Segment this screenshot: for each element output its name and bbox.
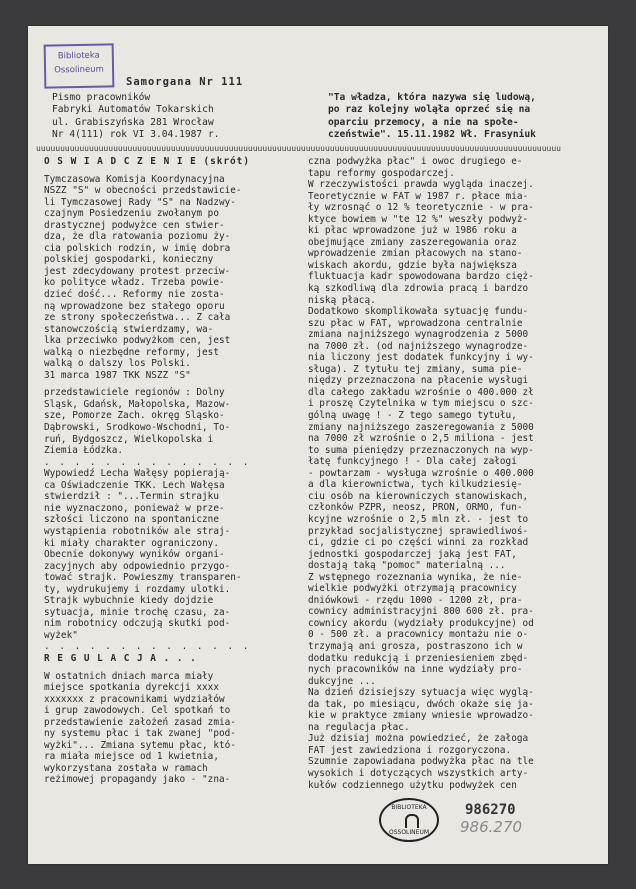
text-line: dukcyjne ... [308,675,376,687]
text-line: nych pracowników na inne wydziały pro- [308,664,523,676]
text-line: wiskach akordu, gdzie była największa [308,259,517,271]
divider-line: uuuuuuuuuuuuuuuuuuuuuuuuuuuuuuuuuuuuuuuuuuuuuuuuuuuuuuuuuuuuuuuuuuuuuuuuuuuuuuuuuuuuuuuuuuuuuuuuuuuuuuuuuuuuu [36,144,561,153]
text-line: Już dzisiaj można powiedzieć, że załoga [308,733,529,745]
text-line: dniówkowi - rzędu 1000 - 1200 zł, pra- [308,594,523,606]
text-line: a dla kierownictwa, tych kilkudziesię- [308,479,523,491]
text-line: O Ś W I A D C Z E N I E (skrót) [44,156,250,167]
text-line: dzieć dość... Reformy nie zosta- [44,289,225,301]
text-line: przedstawiciele regionów : Dolny [44,387,225,399]
text-line: li Tymczasowej Rady "S" na Nadzwy- [44,196,236,208]
quote-line: "Ta władza, która nazywa się ludową, [328,92,536,103]
text-line: dodatku redukcją i przeniesieniem zbęd- [308,652,529,664]
text-line: polskiej gospodarki, konieczny [44,254,214,266]
text-line: szu płac w FAT, wprowadzona centralnie [308,317,523,329]
text-line: ze strony społeczeństwa... Z cała [44,312,231,324]
text-line: NSZZ "S" w obecności przedstawicie- [44,185,242,197]
quote-line: czeństwie". 15.11.1982 Wł. Frasyniuk [328,129,536,141]
text-line: cownicy administracyjni 800 600 zł. pra- [308,606,534,618]
text-line: niską płacą. [308,294,376,306]
text-line: na regulacja płac. [308,721,410,733]
text-line: nia liczony jest dodatek funkcyjny i wy- [308,352,534,364]
handwritten-number: 986.270 [460,818,523,836]
text-line: . . . . . . . . . . . . . . [44,456,251,468]
stamp-line-1: Biblioteka [57,50,100,62]
text-line: cownicy akordu (wydziały produkcyjne) od [308,617,534,629]
text-line: cia polskich rodzin, w imię dobra [44,242,231,254]
header-line: Nr 4(111) rok VI 3.04.1987 r. [52,129,220,141]
text-line: dla całego zakładu wzrośnie o 400.000 zł [308,386,534,398]
text-line: członków PZPR, neosz, PRON, ORMO, fun- [308,502,523,514]
text-line: Na dzień dzisiejszy sytuacja więc wyglą- [308,687,534,699]
text-line: wystąpienia robotników ale straj- [44,525,231,537]
text-line: to suma pieniędzy przeznaczonych na wyp- [308,444,534,456]
document-page [28,26,608,864]
text-line: tapu reformy gospodarczej. [308,167,455,179]
text-line: łatę funkcyjnego ! - Dla całej załogi [308,456,517,468]
text-line: wyżki"... Zmiana sytemu płac, któ- [44,739,236,751]
text-line: ty, wydrukujemy i rozdamy ulotki. [44,583,231,595]
text-line: fluktuacja kadr spowodowana bardzo cięż- [308,271,534,283]
text-line: kułów codziennego użytku podwyżek cen [308,779,517,791]
publisher-info [52,92,322,142]
text-line: stwierdził : "...Termin strajku [44,491,219,503]
text-line: W ostatnich dniach marca miały [44,670,214,682]
stamp-bottom-line-1: BIBLIOTEKA [391,804,427,811]
text-line: ciu osób na kierowniczych stanowiskach, [308,490,529,502]
quote-line: oparciu przemocy, a nie na społe- [328,116,519,128]
text-line: ra miała miejsce od 1 kwietnia, [44,751,219,763]
text-line: ci, gdzie ci po części winni za rozkład [308,537,529,549]
text-line: niędzy przeznaczona na płacenie wysługi [308,375,529,387]
text-line: Teoretycznie w FAT w 1987 r. płace mia- [308,190,529,202]
text-line: ły wzrosnąć o 12 % teoretycznie - w pra- [308,202,534,214]
text-line: wyżek" [44,629,78,641]
text-line: Tymczasowa Komisja Koordynacyjna [44,173,225,185]
text-line: Z wstępnego rozeznania wynika, że nie- [308,571,523,583]
text-line: szłości liczono na spontaniczne [44,514,219,526]
text-line: Śląsk, Gdańsk, Małopolska, Mazow- [44,398,231,410]
text-line: zacyjnych aby odpowiednio przygo- [44,560,231,572]
left-column [44,156,306,786]
text-line: wykorzystana została w ramach [44,762,208,774]
text-line: walką o dalszy los Polski. [44,358,191,370]
text-line: drastycznej podwyżce cen stwier- [44,219,225,231]
text-line: nim robotnicy odczują skutki pod- [44,618,231,630]
text-line: Strajk wybuchnie kiedy dojdzie [44,595,214,607]
text-line: ną wprowadzone bez stałego oporu [44,300,225,312]
text-line: nie wyznaczono, ponieważ w prze- [44,502,225,514]
text-line: Dodatkowo skomplikowała sytuację fundu- [308,306,529,318]
text-line: . . . . . . . . . . . . . . [44,641,251,653]
text-line: jest zdecydowany protest przeciw- [44,265,231,277]
text-line: sytuacja, minie trochę czasu, za- [44,606,231,618]
masthead-title: Samorgana Nr 111 [126,76,244,88]
text-line: gólną uwagę ! - Z tego samego tytułu, [308,410,517,422]
text-line: ko polityce władz. Trzeba powie- [44,277,225,289]
text-line: i proszę Czytelnika w tym miejscu o szc- [308,398,534,410]
text-line: dza, że dla ratowania poziomu ży- [44,231,231,243]
header-line: ul. Grabiszyńska 281 Wrocław [52,116,214,128]
text-line: ką szkodliwą dla zdrowia pracą i bardzo [308,283,529,295]
text-line: czajnym Posiedzeniu zwołanym po [44,208,219,220]
stamp-emblem-icon [405,814,419,828]
text-line: sze, Pomorze Zach. okręg Śląsko- [44,410,225,422]
text-line: ki płac wprowadzone już w 1986 roku a [308,225,517,237]
text-line: stanowczością stwierdzamy, wa- [44,323,214,335]
text-line: lka przeciwko podwyżkom cen, jest [44,335,231,347]
text-line: ca Oświadczenie TKK. Lech Wałęsa [44,479,225,491]
text-line: jednostki gospodarczej jaką jest FAT, [308,548,517,560]
text-line: na 7000 zł wzrośnie o 2,5 miliona - jest [308,433,534,445]
text-line: walką o niezbędne reformy, jest [44,346,219,358]
text-line: dostają taką "pomoc" materialną ... [308,560,506,572]
text-line: zmiana najniższego wynagrodzenia z 5000 [308,329,529,341]
text-line: zmiany najniższego zaszeregowania z 5000 [308,421,534,433]
text-line: obejmujące zmiany zaszeregowania oraz [308,236,517,248]
stamp-line-2: Ossolineum [54,64,105,76]
text-line: Ziemia Łódzka. [44,445,124,457]
archive-number: 986270 [465,802,516,818]
text-line: Wypowiedź Lecha Wałęsy popierają- [44,468,231,480]
text-line: W rzeczywistości prawda wygląda inaczej. [308,179,534,191]
header-quote [328,92,598,142]
text-line: przedstawienie założeń zasad zmia- [44,716,236,728]
text-line: Szumnie zapowiadana podwyżka płac na tle [308,756,534,768]
ossolineum-stamp [379,798,439,842]
text-line: ki miały charakter ograniczony. [44,537,219,549]
text-line: reżimowej propagandy jako - "zna- [44,774,231,786]
stamp-bottom-line-2: OSSOLINEUM [388,829,430,836]
text-line: FAT jest zawiedziona i rozgoryczona. [308,744,512,756]
text-line: miejsce spotkania dyrekcji xxxx [44,682,219,694]
text-line: ny systemu płac i tak zwanej "pod- [44,728,236,740]
library-stamp [44,43,115,88]
text-line: Obecnie dokonywy wyników organi- [44,549,225,561]
text-line: - powtarzam - wysługa wzrośnie o 400.000 [308,467,534,479]
text-line: wprowadzenie zmian płacowych na stano- [308,248,523,260]
text-line: ruń, Bydgoszcz, Wielkopolska i [44,433,214,445]
text-line: Dąbrowski, Środkowo-Wschodni, To- [44,422,231,434]
text-line: R E G U L A C J A . . . [44,652,197,664]
text-line: xxxxxxx z pracownikami wydziałów [44,693,225,705]
text-line: ktyce bowiem w "te 12 %" weszły podwyż- [308,213,529,225]
text-line: wielkie podwyżki otrzymają pracownicy [308,583,517,595]
text-line: czna podwyżka płac" i owoc drugiego e- [308,156,523,167]
text-line: na 7000 zł. (od najniższego wynagrodze- [308,340,529,352]
text-line: 0 - 500 zł. a pracownicy montażu nie o- [308,629,529,641]
text-line: trzymają ani grosza, postraszono ich w [308,640,523,652]
text-line: da tak, po miesiącu, dwóch okaże się ja- [308,698,534,710]
header-line: Pismo pracowników [52,92,151,103]
text-line: 31 marca 1987 TKK NSZZ "S" [44,369,191,381]
text-line: kcyjne wzrośnie o 2,5 mln zł. - jest to [308,513,529,525]
text-line: wysokich i dotyczących wszystkich arty- [308,767,529,779]
text-line: kie w praktyce zmiany wniesie wprowadzo- [308,710,534,722]
text-line: i grup zawodowych. Cel spotkań to [44,705,231,717]
text-line: przykład socjalistycznej sprawiedliwoś- [308,525,529,537]
text-line: sługa). Z tytułu tej zmiany, suma pie- [308,363,523,375]
right-column [308,156,598,791]
header-line: Fabryki Automatów Tokarskich [52,104,214,116]
quote-line: po raz kolejny woląła oprzeć się na [328,104,531,116]
text-line: tować strajk. Powieszmy transparen- [44,572,242,584]
